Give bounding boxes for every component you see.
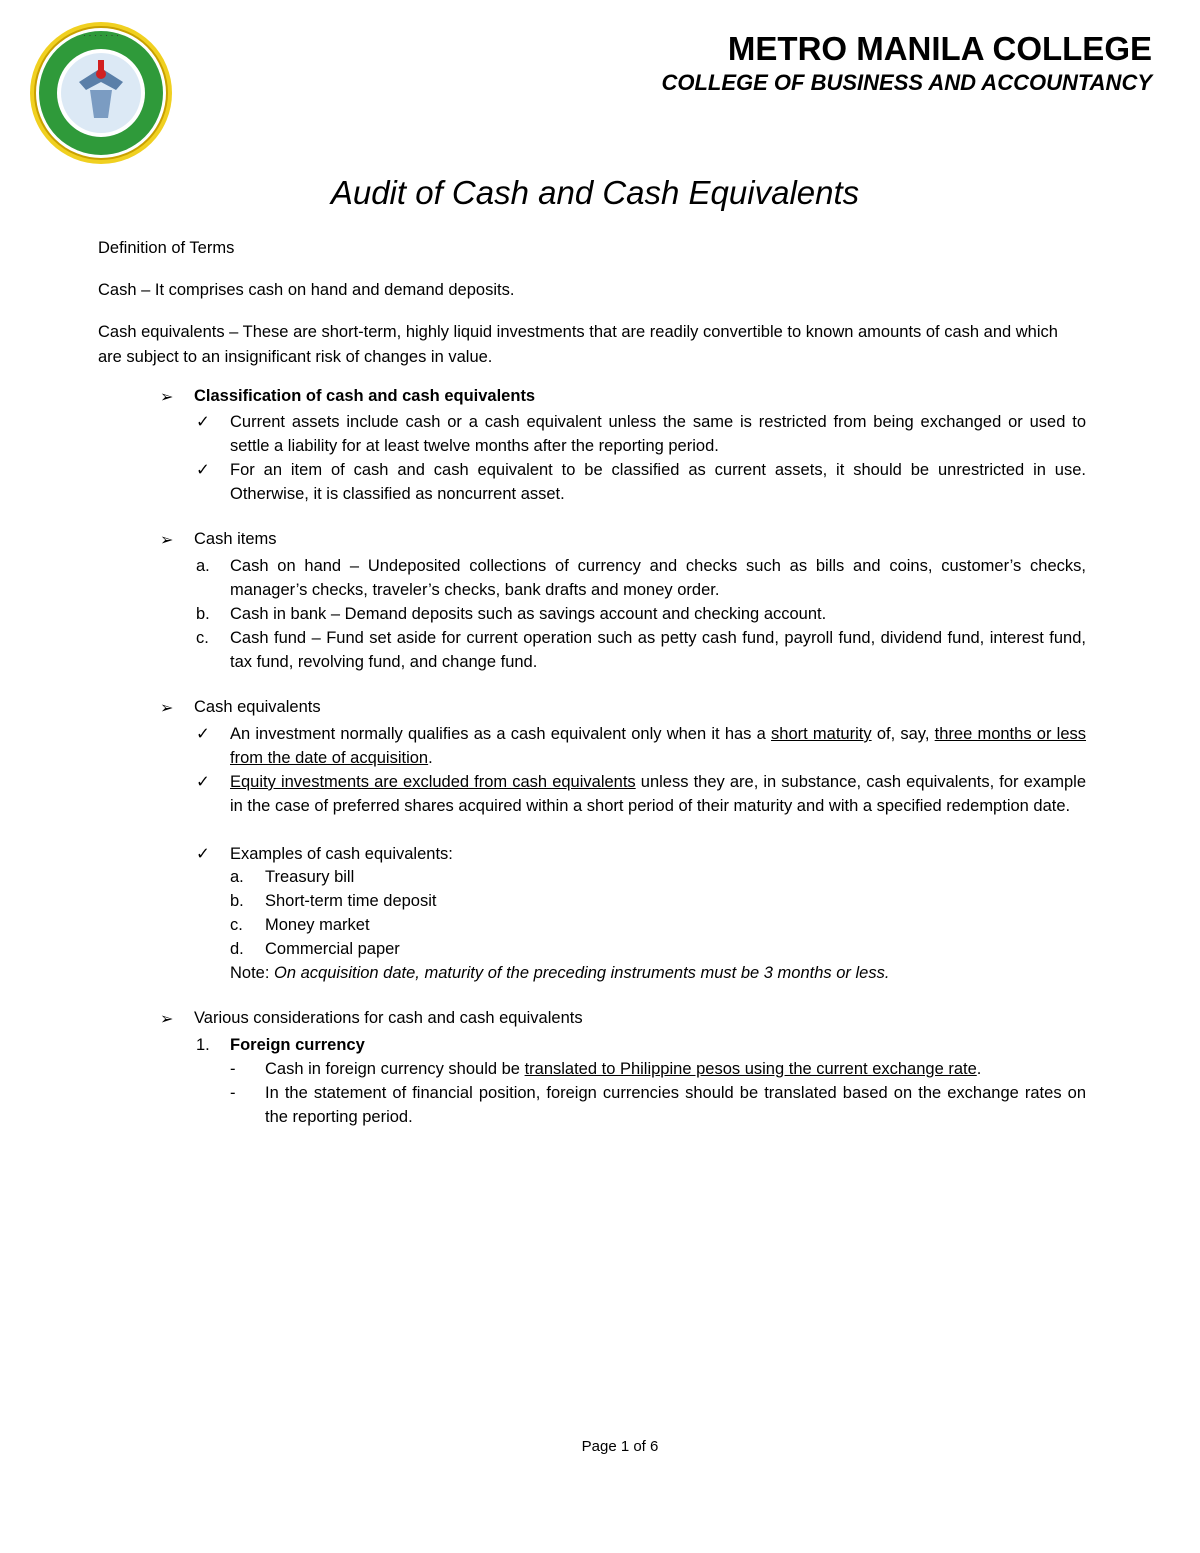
list-item: ✓ An investment normally qualifies as a cash equivalent only when it has a short maturity of, say, three months or less from the date of acquisition. bbox=[196, 722, 1086, 770]
check-icon: ✓ bbox=[196, 773, 210, 791]
list-item: ✓ Current assets include cash or a cash equivalent unless the same is restricted from being exchanged or used to settle a liability for at least twelve months after the reporting period. bbox=[196, 410, 1086, 458]
example-item: c. Money market bbox=[230, 916, 370, 934]
dash-item: - Cash in foreign currency should be translated to Philippine pesos using the current exchange rate. bbox=[230, 1060, 982, 1078]
example-item: a. Treasury bill bbox=[230, 868, 355, 886]
numbered-item: 1. Foreign currency bbox=[196, 1036, 365, 1054]
arrow-bullet-icon: ➢ bbox=[160, 1011, 174, 1028]
section-heading: Various considerations for cash and cash equivalents bbox=[194, 1009, 583, 1027]
dash-item: - In the statement of financial position, foreign currencies should be translated based on the exchange rates on the reporting period. bbox=[230, 1084, 1086, 1126]
note: Note: On acquisition date, maturity of the preceding instruments must be 3 months or less. bbox=[230, 964, 890, 982]
arrow-bullet-icon: ➢ bbox=[160, 700, 174, 717]
list-item: c. Cash fund – Fund set aside for current operation such as petty cash fund, payroll fund, dividend fund, interest fund, tax fund, revolving fund, and change fund. bbox=[196, 629, 1086, 671]
page-number: Page 1 of 6 bbox=[581, 1438, 659, 1455]
svg-text:· · · · · · ·: · · · · · · · bbox=[83, 30, 119, 40]
section-heading: Classification of cash and cash equivalents bbox=[194, 387, 536, 405]
section-heading: Cash items bbox=[194, 530, 277, 548]
definition-cash-equivalents: Cash equivalents – These are short-term, highly liquid investments that are readily convertible to known amounts of cash and which are subject to an insignificant risk of changes in value. bbox=[98, 323, 1058, 366]
list-item: a. Cash on hand – Undeposited collections of currency and checks such as bills and coins, customer’s checks, manager’s checks, traveler’s checks, bank drafts and money order. bbox=[196, 557, 1086, 599]
arrow-bullet-icon: ➢ bbox=[160, 389, 174, 406]
section-heading: Cash equivalents bbox=[194, 698, 321, 716]
check-icon: ✓ bbox=[196, 461, 210, 479]
list-item: ✓ Examples of cash equivalents: bbox=[196, 842, 1086, 866]
check-icon: ✓ bbox=[196, 845, 210, 863]
document-title: Audit of Cash and Cash Equivalents bbox=[330, 174, 860, 211]
definitions-heading: Definition of Terms bbox=[98, 239, 235, 257]
definition-cash: Cash – It comprises cash on hand and demand deposits. bbox=[98, 281, 515, 299]
example-item: d. Commercial paper bbox=[230, 940, 400, 958]
org-subtitle: COLLEGE OF BUSINESS AND ACCOUNTANCY bbox=[661, 70, 1152, 95]
example-item: b. Short-term time deposit bbox=[230, 892, 437, 910]
check-icon: ✓ bbox=[196, 725, 210, 743]
list-item: ✓ For an item of cash and cash equivalent to be classified as current assets, it should be unrestricted in use. Otherwise, it is classified as noncurrent asset. bbox=[196, 458, 1086, 506]
check-icon: ✓ bbox=[196, 413, 210, 431]
arrow-bullet-icon: ➢ bbox=[160, 532, 174, 549]
college-seal-logo bbox=[28, 20, 174, 166]
list-item: b. Cash in bank – Demand deposits such as savings account and checking account. bbox=[196, 605, 827, 623]
list-item: ✓ Equity investments are excluded from cash equivalents unless they are, in substance, cash equivalents, for example in the case of preferred shares acquired within a short period of their maturity and with a specified redemption date. bbox=[196, 770, 1086, 818]
org-name: METRO MANILA COLLEGE bbox=[727, 30, 1152, 67]
